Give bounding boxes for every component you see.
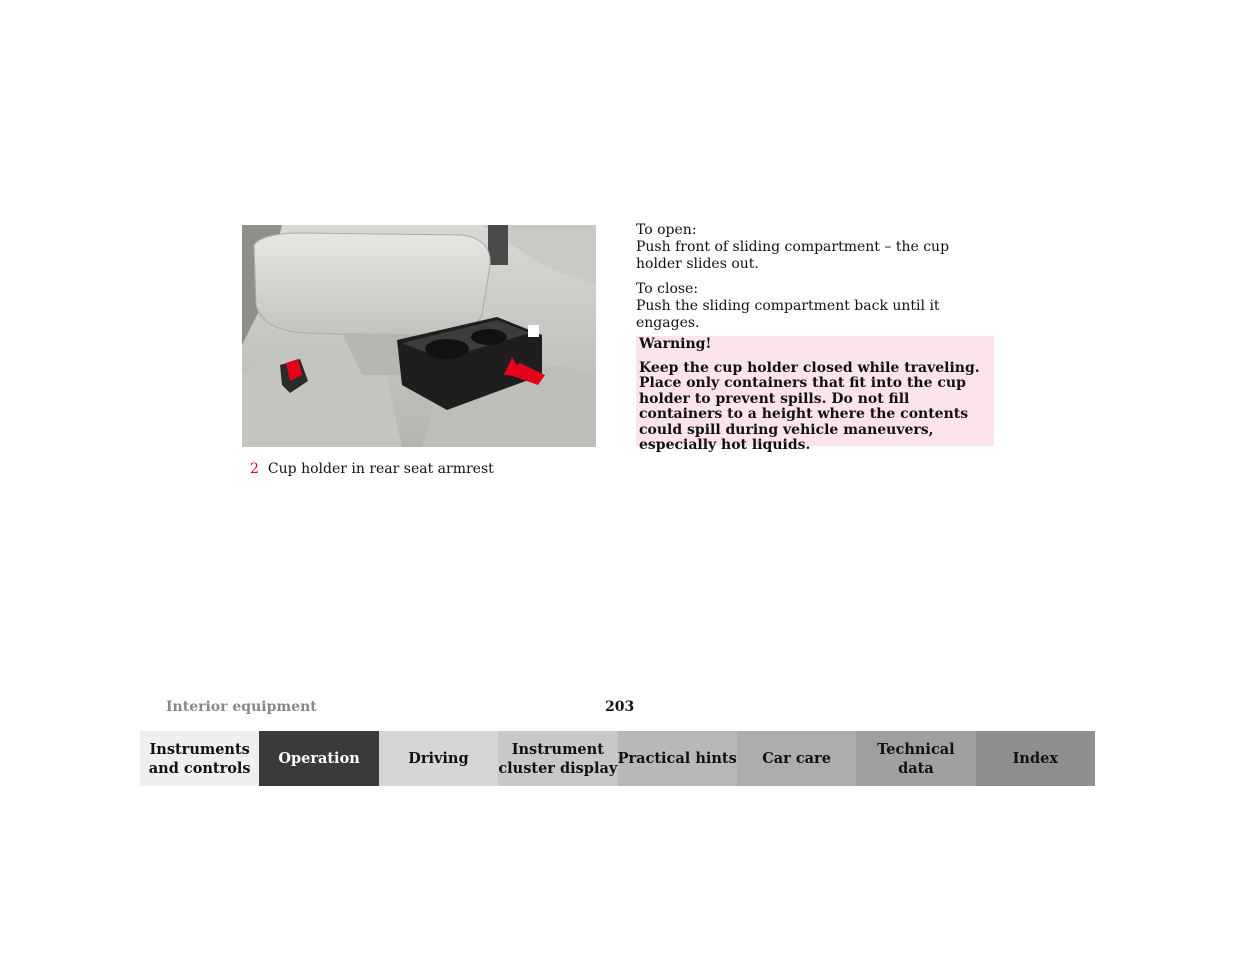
open-instruction (636, 222, 996, 273)
warning-box (636, 336, 994, 453)
figure-caption (250, 460, 494, 478)
tab-operation[interactable] (259, 731, 378, 786)
close-heading: To close: (636, 281, 699, 297)
tab-practical-hints[interactable] (618, 731, 737, 786)
instructions (636, 222, 996, 340)
open-heading: To open: (636, 222, 697, 238)
close-text: Push the sliding compartment back until it engages. (636, 298, 940, 331)
warning-body: Keep the cup holder closed while traveling. Place only containers that fit into the cup holder to prevent spills. Do not fill containers to a height where the contents could spill during vehicle maneuvers, especially hot liquids. (639, 359, 980, 453)
warning-title: Warning! (639, 336, 712, 352)
tab-label: Instrument cluster display (498, 740, 618, 777)
tab-index[interactable] (976, 731, 1095, 786)
page-number: 203 (605, 699, 635, 715)
caption-text: Cup holder in rear seat armrest (267, 461, 494, 477)
tab-label: Driving (408, 750, 469, 767)
tab-label: Car care (762, 750, 831, 767)
cup-holder-illustration (242, 225, 596, 447)
open-text: Push front of sliding compartment – the cup holder slides out. (636, 239, 950, 272)
tab-instrument-cluster-display[interactable] (498, 731, 617, 786)
tab-technical-data[interactable] (856, 731, 975, 786)
tab-instruments-and-controls[interactable] (140, 731, 259, 786)
tab-driving[interactable] (379, 731, 498, 786)
tab-car-care[interactable] (737, 731, 856, 786)
tab-label: Practical hints (617, 750, 737, 767)
tab-label: Instruments and controls (148, 740, 251, 777)
section-title: Interior equipment (166, 699, 317, 715)
chapter-nav (140, 731, 1095, 786)
rear-seat-armrest-drawing (242, 225, 596, 447)
tab-label: Operation (278, 750, 360, 767)
close-instruction (636, 281, 996, 332)
tab-label: Index (1012, 750, 1058, 767)
tab-label: Technical data (877, 740, 955, 777)
callout-number: 2 (250, 461, 259, 477)
